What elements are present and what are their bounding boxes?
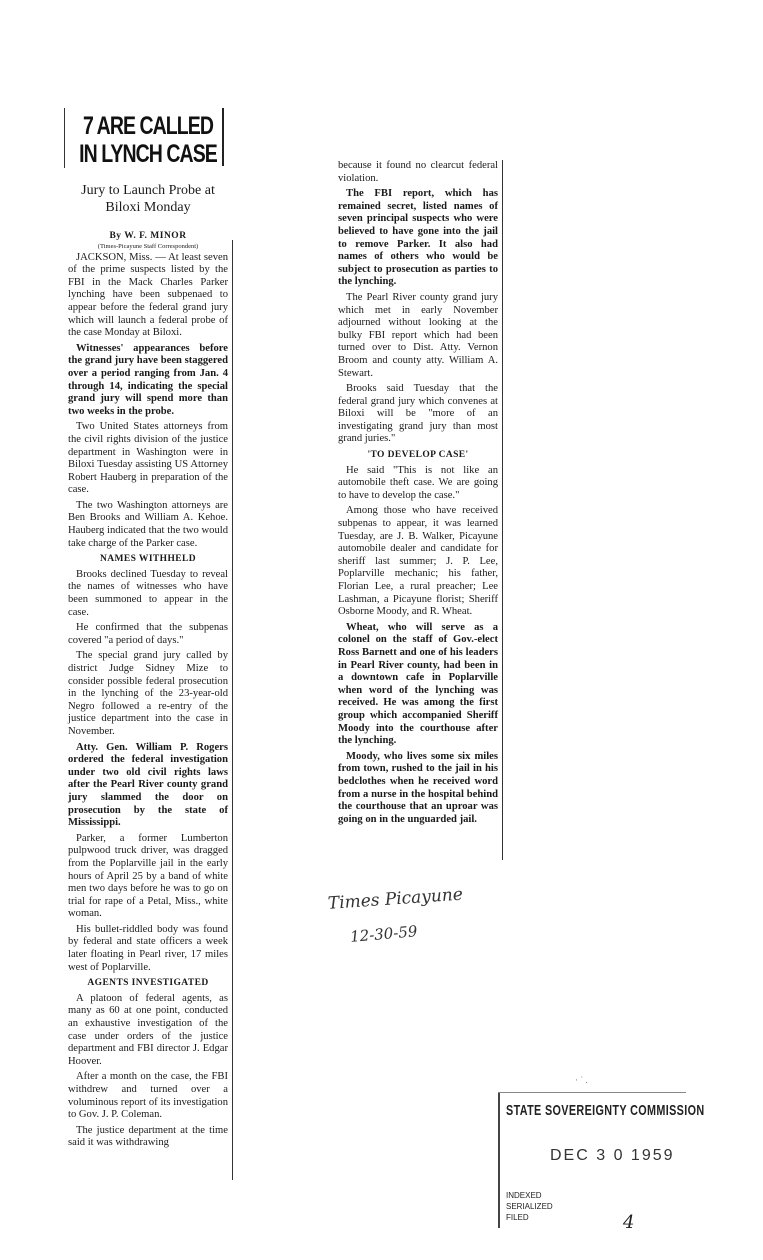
column-2-body (338, 160, 498, 826)
article-paragraph: His bullet-riddled body was found by federal and state officers a week later floating in Pearl river, 17 miles west of Poplarville. (68, 923, 228, 973)
article-paragraph: Brooks said Tuesday that the federal grand jury which convenes at Biloxi will be "more of an investigating grand jury than most grand juries." (338, 383, 498, 445)
stamp-date: DEC 3 0 1959 (550, 1147, 675, 1164)
byline: By W. F. MINOR (109, 231, 187, 241)
article-column-1 (68, 112, 228, 1153)
article-paragraph: He confirmed that the subpenas covered "a period of days." (68, 622, 228, 646)
headline: 7 ARE CALLED IN LYNCH CASE (79, 112, 217, 168)
column-rule-col2 (502, 160, 503, 860)
article-paragraph: The Pearl River county grand jury which met in early November adjourned without looking at the bulky FBI report which had been turned over to Dist. Atty. Vernon Broom and county atty. William A. Stewart. (338, 291, 498, 379)
stamp-line-serialized: SERIALIZED (506, 1202, 553, 1211)
article-paragraph: The special grand jury called by district Judge Sidney Mize to consider possible federal prosecution in the lynching of the 23-year-old Negro followed a re-entry of the justice department into the case in November. (68, 650, 228, 737)
byline-credit: (Times-Picayune Staff Correspondent) (97, 242, 199, 250)
article-paragraph: Two United States attorneys from the civil rights division of the justice department in Washington were in Biloxi Tuesday assisting US Attorney Robert Hauberg in preparation of the case. (68, 421, 228, 496)
article-paragraph: because it found no clearcut federal violation. (338, 160, 498, 184)
stamp-status-lines (506, 1190, 553, 1223)
article-paragraph: After a month on the case, the FBI withdrew and turned over a voluminous report of its investigation to Gov. J. P. Coleman. (68, 1071, 228, 1121)
article-paragraph: Atty. Gen. William P. Rogers ordered the federal investigation under two old civil rights laws after the Pearl River county grand jury slammed the door on prosecution by the state of Mississippi. (68, 741, 228, 829)
subheadline: Jury to Launch Probe at Biloxi Monday (81, 183, 215, 215)
article-paragraph: Moody, who lives some six miles from town, rushed to the jail in his bedclothes when he received word from a nurse in the hospital behind the courthouse that an uproar was going on in the unguarded jail. (338, 750, 498, 825)
article-paragraph: The FBI report, which has remained secret, listed names of seven principal suspects who were believed to have gone into the jail to remove Parker. It also had names of others who would be subject to prosecution as parties to the lynching. (338, 188, 498, 288)
article-paragraph: A platoon of federal agents, as many as 60 at one point, conducted an exhaustive investigation of the case under orders of the justice department and FBI director J. Edgar Hoover. (68, 992, 228, 1067)
commission-stamp (498, 1092, 705, 1233)
article-column-2 (338, 160, 498, 829)
article-paragraph: He said "This is not like an automobile theft case. We are going to have to develop the case." (338, 464, 498, 501)
article-paragraph: Among those who have received subpenas to appear, it was learned Tuesday, are J. B. Walker, Picayune automobile dealer and candidate for sheriff last summer; J. P. Lee, Poplarville mechanic; his father, Florian Lee, a rural preacher; Lee Lashman, a Picayune florist; Sheriff Osborne Moody, and R. Wheat. (338, 505, 498, 618)
stamp-title: STATE SOVEREIGNTY COMMISSION (506, 1102, 705, 1119)
article-paragraph: Witnesses' appearances before the grand jury have been staggered over a period ranging from Jan. 4 through 14, indicating the special grand jury will spend more than two weeks in the probe. (68, 342, 228, 417)
section-heading: AGENTS INVESTIGATED (87, 978, 209, 989)
column-rule-left (64, 108, 65, 168)
article-paragraph: The two Washington attorneys are Ben Brooks and William A. Kehoe. Hauberg indicated that the two would take charge of the Parker case. (68, 499, 228, 549)
section-heading: NAMES WITHHELD (100, 554, 196, 565)
column-1-body (68, 252, 228, 1150)
stamp-border-top (498, 1092, 686, 1093)
handwritten-signature: Times Picayune (327, 884, 464, 914)
article-paragraph: Parker, a former Lumberton pulpwood truck driver, was dragged from the Poplarville jail in the early hours of April 25 by a band of white men two days before he was to go on trial for rape of a Petal, Miss., white woman. (68, 832, 228, 920)
section-heading: 'TO DEVELOP CASE' (367, 450, 469, 461)
article-paragraph: Brooks declined Tuesday to reveal the names of witnesses who have been summoned to appear in the case. (68, 568, 228, 618)
column-rule-right (232, 240, 233, 1180)
stamp-border (498, 1092, 500, 1228)
stamp-line-indexed: INDEXED (506, 1191, 542, 1200)
stamp-handwritten-mark: 4 (623, 1212, 635, 1233)
stamp-line-filed: FILED (506, 1213, 529, 1222)
article-paragraph: Wheat, who will serve as a colonel on the staff of Gov.-elect Ross Barnett and one of his leaders in Pearl River county, had been in a downtown cafe in Poplarville when word of the lynching was received. He was among the first group which accompanied Sheriff Moody into the courthouse after the lynching. (338, 621, 498, 747)
handwritten-date: 12-30-59 (349, 922, 419, 946)
article-paragraph: JACKSON, Miss. — At least seven of the prime suspects listed by the FBI in the Mack Charles Parker lynching have been subpenaed to appear before the federal grand jury which will launch a federal probe of the case Monday at Biloxi. (68, 251, 228, 339)
scan-specks: · ˙ . (575, 1075, 588, 1085)
article-paragraph: The justice department at the time said it was withdrawing (68, 1124, 228, 1149)
